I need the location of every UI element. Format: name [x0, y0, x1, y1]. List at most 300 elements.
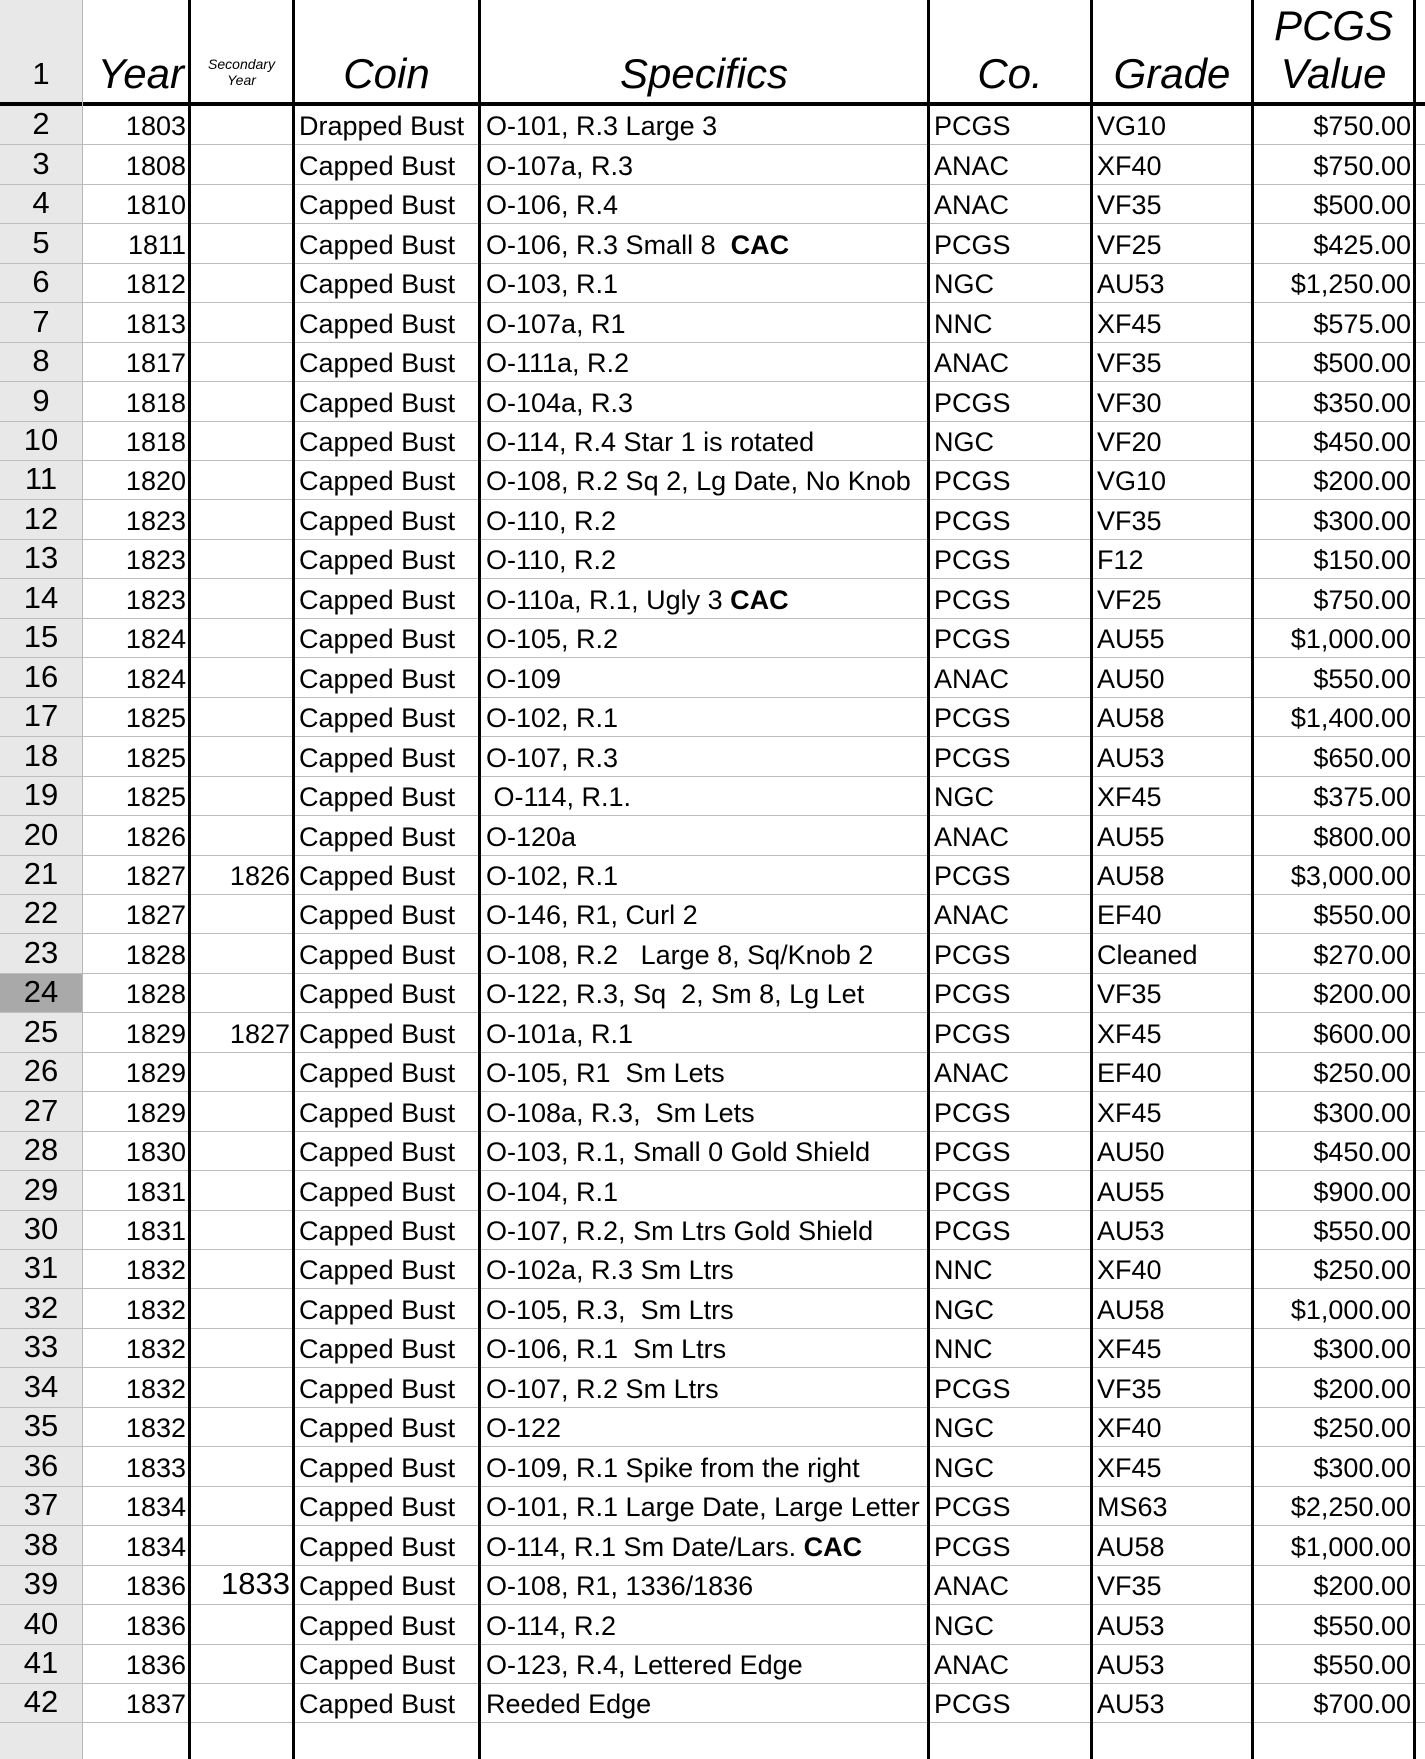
cell-coin[interactable]: Capped Bust — [299, 821, 456, 852]
cell-specifics[interactable] — [481, 382, 927, 420]
cell-coin[interactable]: Capped Bust — [299, 466, 456, 497]
cell-pcgs-value[interactable]: $550.00 — [1313, 663, 1411, 694]
table-row[interactable] — [0, 1368, 1425, 1407]
cell-pcgs-value[interactable]: $425.00 — [1313, 229, 1411, 260]
table-row[interactable] — [0, 1290, 1425, 1329]
cell-pcgs-value[interactable]: $250.00 — [1313, 1255, 1411, 1286]
cell-secondary-year[interactable] — [191, 1368, 292, 1406]
cell-pcgs-value[interactable]: $1,000.00 — [1290, 1294, 1411, 1325]
table-row[interactable] — [0, 619, 1425, 658]
cell-secondary-year[interactable] — [191, 619, 292, 657]
cell-pcgs-value[interactable]: $250.00 — [1313, 1058, 1411, 1089]
cell-secondary-year[interactable] — [191, 934, 292, 972]
cell-coin[interactable]: Capped Bust — [299, 703, 456, 734]
cell-secondary-year[interactable] — [191, 1290, 292, 1328]
cell-secondary-year[interactable] — [191, 343, 292, 381]
header-coin[interactable]: Coin — [343, 50, 430, 97]
row-number[interactable]: 4 — [0, 185, 82, 223]
cell-secondary-year[interactable] — [191, 816, 292, 854]
cell-grade[interactable]: AU53 — [1097, 1610, 1165, 1641]
cell-year[interactable]: 1823 — [125, 505, 186, 536]
cell-secondary-year[interactable] — [191, 264, 292, 302]
header-row[interactable] — [0, 0, 1425, 106]
cell-coin[interactable]: Capped Bust — [299, 505, 456, 536]
cell-coin[interactable]: Capped Bust — [299, 1373, 456, 1404]
cell-secondary-year[interactable] — [191, 303, 292, 341]
cell-specifics[interactable] — [481, 1645, 927, 1683]
cell-pcgs-value[interactable]: $1,000.00 — [1290, 624, 1411, 655]
cell-specifics[interactable] — [481, 106, 927, 144]
cell-company[interactable]: PCGS — [934, 545, 1011, 576]
table-row[interactable] — [0, 343, 1425, 382]
cell-secondary-year[interactable] — [191, 106, 292, 144]
row-number[interactable]: 36 — [0, 1447, 82, 1485]
cell-grade[interactable]: XF45 — [1097, 1452, 1162, 1483]
cell-pcgs-value[interactable]: $200.00 — [1313, 466, 1411, 497]
cell-secondary-year[interactable] — [191, 777, 292, 815]
cell-specifics[interactable] — [481, 1684, 927, 1722]
row-number[interactable]: 34 — [0, 1368, 82, 1406]
cell-grade[interactable]: AU58 — [1097, 703, 1165, 734]
row-number[interactable]: 6 — [0, 264, 82, 302]
cell-specifics[interactable] — [481, 1290, 927, 1328]
cell-pcgs-value[interactable]: $1,000.00 — [1290, 1531, 1411, 1562]
cell-specifics[interactable] — [481, 1250, 927, 1288]
table-row[interactable] — [0, 934, 1425, 973]
cell-year[interactable]: 1836 — [125, 1649, 186, 1680]
cell-coin[interactable]: Capped Bust — [299, 663, 456, 694]
cell-secondary-year[interactable] — [191, 461, 292, 499]
cell-grade[interactable]: VF35 — [1097, 1373, 1162, 1404]
cell-coin[interactable]: Capped Bust — [299, 1689, 456, 1720]
cell-grade[interactable]: XF45 — [1097, 1097, 1162, 1128]
table-row[interactable] — [0, 1171, 1425, 1210]
cell-grade[interactable]: XF45 — [1097, 1018, 1162, 1049]
table-row[interactable] — [0, 698, 1425, 737]
cell-coin[interactable]: Capped Bust — [299, 387, 456, 418]
cell-grade[interactable]: AU53 — [1097, 1689, 1165, 1720]
table-row[interactable] — [0, 895, 1425, 934]
cell-company[interactable]: PCGS — [934, 860, 1011, 891]
cell-pcgs-value[interactable]: $350.00 — [1313, 387, 1411, 418]
cell-specifics[interactable] — [481, 1526, 927, 1564]
cell-grade[interactable]: AU55 — [1097, 624, 1165, 655]
cell-year[interactable]: 1824 — [125, 663, 186, 694]
cell-pcgs-value[interactable]: $450.00 — [1313, 1137, 1411, 1168]
cell-secondary-year[interactable] — [191, 579, 292, 617]
cell-coin[interactable]: Capped Bust — [299, 1649, 456, 1680]
cell-grade[interactable]: VF35 — [1097, 979, 1162, 1010]
cell-specifics[interactable] — [481, 1329, 927, 1367]
cell-grade[interactable]: XF40 — [1097, 1255, 1162, 1286]
row-number[interactable]: 9 — [0, 382, 82, 420]
cell-coin[interactable]: Capped Bust — [299, 348, 456, 379]
cell-year[interactable]: 1828 — [125, 979, 186, 1010]
cell-pcgs-value[interactable]: $500.00 — [1313, 348, 1411, 379]
row-number[interactable]: 20 — [0, 816, 82, 854]
cell-coin[interactable]: Capped Bust — [299, 308, 456, 339]
cell-year[interactable]: 1803 — [125, 111, 186, 142]
cell-coin[interactable]: Capped Bust — [299, 1452, 456, 1483]
cell-company[interactable]: PCGS — [934, 979, 1011, 1010]
cell-year[interactable]: 1825 — [125, 782, 186, 813]
cell-grade[interactable]: AU53 — [1097, 742, 1165, 773]
cell-specifics[interactable] — [481, 185, 927, 223]
cell-specifics[interactable] — [481, 816, 927, 854]
row-number[interactable]: 31 — [0, 1250, 82, 1288]
cell-pcgs-value[interactable]: $300.00 — [1313, 505, 1411, 536]
row-number[interactable]: 8 — [0, 343, 82, 381]
table-row[interactable] — [0, 816, 1425, 855]
cell-coin[interactable]: Capped Bust — [299, 782, 456, 813]
header-company[interactable]: Co. — [977, 50, 1043, 97]
cell-grade[interactable]: XF45 — [1097, 782, 1162, 813]
cell-specifics[interactable] — [481, 1447, 927, 1485]
cell-secondary-year[interactable] — [191, 501, 292, 539]
table-row[interactable] — [0, 1645, 1425, 1684]
cell-company[interactable]: PCGS — [934, 229, 1011, 260]
row-number[interactable]: 42 — [0, 1684, 82, 1722]
cell-year[interactable]: 1824 — [125, 624, 186, 655]
header-grade[interactable]: Grade — [1113, 50, 1231, 97]
cell-coin[interactable]: Capped Bust — [299, 1531, 456, 1562]
cell-specifics[interactable] — [481, 303, 927, 341]
cell-pcgs-value[interactable]: $575.00 — [1313, 308, 1411, 339]
cell-specifics[interactable] — [481, 895, 927, 933]
cell-grade[interactable]: AU53 — [1097, 1649, 1165, 1680]
cell-pcgs-value[interactable]: $375.00 — [1313, 782, 1411, 813]
cell-pcgs-value[interactable]: $500.00 — [1313, 190, 1411, 221]
cell-company[interactable]: ANAC — [934, 1649, 1010, 1680]
cell-secondary-year[interactable] — [191, 895, 292, 933]
cell-secondary-year[interactable] — [191, 224, 292, 262]
cell-specifics[interactable] — [481, 1487, 927, 1525]
cell-year[interactable]: 1810 — [125, 190, 186, 221]
table-row[interactable] — [0, 737, 1425, 776]
cell-company[interactable]: PCGS — [934, 1137, 1011, 1168]
cell-grade[interactable]: AU55 — [1097, 1176, 1165, 1207]
table-row[interactable] — [0, 501, 1425, 540]
cell-pcgs-value[interactable]: $550.00 — [1313, 1610, 1411, 1641]
cell-grade[interactable]: VF35 — [1097, 348, 1162, 379]
table-row[interactable] — [0, 185, 1425, 224]
cell-grade[interactable]: AU50 — [1097, 663, 1165, 694]
cell-secondary-year[interactable] — [191, 540, 292, 578]
cell-grade[interactable]: VG10 — [1097, 466, 1167, 497]
row-number[interactable]: 39 — [0, 1566, 82, 1604]
cell-secondary-year[interactable] — [191, 1487, 292, 1525]
cell-coin[interactable]: Capped Bust — [299, 979, 456, 1010]
cell-company[interactable]: ANAC — [934, 150, 1010, 181]
table-row[interactable] — [0, 1013, 1425, 1052]
cell-company[interactable]: NGC — [934, 1610, 994, 1641]
cell-year[interactable]: 1811 — [127, 229, 186, 260]
cell-pcgs-value[interactable]: $600.00 — [1313, 1018, 1411, 1049]
cell-secondary-year[interactable]: 1833 — [221, 1566, 290, 1602]
cell-grade[interactable]: VF25 — [1097, 584, 1162, 615]
cell-grade[interactable]: VF20 — [1097, 427, 1162, 458]
cell-pcgs-value[interactable]: $900.00 — [1313, 1176, 1411, 1207]
cell-secondary-year[interactable] — [191, 737, 292, 775]
cell-secondary-year[interactable] — [191, 1645, 292, 1683]
cell-specifics[interactable] — [481, 1211, 927, 1249]
cell-secondary-year[interactable]: 1826 — [229, 860, 290, 891]
cell-specifics[interactable] — [481, 619, 927, 657]
cell-grade[interactable]: XF40 — [1097, 150, 1162, 181]
row-number[interactable]: 28 — [0, 1132, 82, 1170]
cell-secondary-year[interactable] — [191, 1447, 292, 1485]
cell-grade[interactable]: AU50 — [1097, 1137, 1165, 1168]
table-row[interactable] — [0, 1132, 1425, 1171]
cell-secondary-year[interactable] — [191, 422, 292, 460]
header-pcgs-value[interactable] — [1254, 2, 1413, 102]
row-number[interactable]: 35 — [0, 1408, 82, 1446]
cell-company[interactable]: PCGS — [934, 1373, 1011, 1404]
cell-coin[interactable]: Capped Bust — [299, 1137, 456, 1168]
cell-company[interactable]: ANAC — [934, 821, 1010, 852]
cell-specifics[interactable] — [481, 1368, 927, 1406]
cell-company[interactable]: PCGS — [934, 466, 1011, 497]
cell-company[interactable]: ANAC — [934, 900, 1010, 931]
cell-specifics[interactable] — [481, 1092, 927, 1130]
cell-coin[interactable]: Capped Bust — [299, 624, 456, 655]
cell-year[interactable]: 1823 — [125, 545, 186, 576]
cell-company[interactable]: NGC — [934, 1413, 994, 1444]
cell-specifics[interactable] — [481, 579, 927, 617]
cell-coin[interactable]: Capped Bust — [299, 1294, 456, 1325]
cell-grade[interactable]: VF35 — [1097, 505, 1162, 536]
table-row[interactable] — [0, 1053, 1425, 1092]
cell-coin[interactable]: Capped Bust — [299, 427, 456, 458]
cell-company[interactable]: PCGS — [934, 1531, 1011, 1562]
cell-specifics[interactable] — [481, 145, 927, 183]
cell-grade[interactable]: F12 — [1097, 545, 1144, 576]
cell-coin[interactable]: Capped Bust — [299, 150, 456, 181]
row-number[interactable]: 24 — [0, 974, 82, 1012]
cell-secondary-year[interactable] — [191, 1605, 292, 1643]
table-row[interactable] — [0, 1329, 1425, 1368]
row-number[interactable]: 13 — [0, 540, 82, 578]
row-number[interactable]: 7 — [0, 303, 82, 341]
cell-company[interactable]: NGC — [934, 427, 994, 458]
cell-grade[interactable]: AU58 — [1097, 1531, 1165, 1562]
cell-specifics[interactable] — [481, 1053, 927, 1091]
cell-company[interactable]: PCGS — [934, 584, 1011, 615]
cell-grade[interactable]: VF30 — [1097, 387, 1162, 418]
cell-coin[interactable]: Capped Bust — [299, 1571, 456, 1602]
cell-pcgs-value[interactable]: $1,400.00 — [1290, 703, 1411, 734]
cell-grade[interactable]: VF25 — [1097, 229, 1162, 260]
cell-pcgs-value[interactable]: $200.00 — [1313, 1373, 1411, 1404]
cell-coin[interactable]: Capped Bust — [299, 545, 456, 576]
cell-company[interactable]: ANAC — [934, 1058, 1010, 1089]
table-row[interactable] — [0, 658, 1425, 697]
cell-grade[interactable]: VF35 — [1097, 1571, 1162, 1602]
cell-coin[interactable]: Capped Bust — [299, 1216, 456, 1247]
header-specifics[interactable]: Specifics — [619, 50, 789, 97]
cell-coin[interactable]: Capped Bust — [299, 584, 456, 615]
cell-grade[interactable]: XF45 — [1097, 1334, 1162, 1365]
row-number[interactable]: 23 — [0, 934, 82, 972]
row-number[interactable]: 33 — [0, 1329, 82, 1367]
cell-pcgs-value[interactable]: $450.00 — [1313, 427, 1411, 458]
cell-pcgs-value[interactable]: $300.00 — [1313, 1097, 1411, 1128]
cell-secondary-year[interactable] — [191, 698, 292, 736]
cell-company[interactable]: PCGS — [934, 742, 1011, 773]
cell-year[interactable]: 1825 — [125, 703, 186, 734]
cell-company[interactable]: PCGS — [934, 624, 1011, 655]
cell-coin[interactable]: Capped Bust — [299, 742, 456, 773]
cell-specifics[interactable] — [481, 934, 927, 972]
cell-specifics[interactable] — [481, 698, 927, 736]
cell-specifics[interactable] — [481, 658, 927, 696]
cell-pcgs-value[interactable]: $2,250.00 — [1290, 1492, 1411, 1523]
cell-year[interactable]: 1829 — [125, 1058, 186, 1089]
table-row[interactable] — [0, 1408, 1425, 1447]
table-row[interactable] — [0, 579, 1425, 618]
cell-company[interactable]: PCGS — [934, 1216, 1011, 1247]
cell-grade[interactable]: EF40 — [1097, 900, 1162, 931]
cell-specifics[interactable] — [481, 1566, 927, 1604]
cell-grade[interactable]: XF40 — [1097, 1413, 1162, 1444]
cell-coin[interactable]: Capped Bust — [299, 860, 456, 891]
cell-year[interactable]: 1812 — [125, 269, 186, 300]
table-row[interactable] — [0, 264, 1425, 303]
cell-company[interactable]: NNC — [934, 308, 993, 339]
cell-specifics[interactable] — [481, 1171, 927, 1209]
row-number[interactable]: 19 — [0, 777, 82, 815]
cell-company[interactable]: NGC — [934, 782, 994, 813]
row-number[interactable]: 18 — [0, 737, 82, 775]
cell-pcgs-value[interactable]: $550.00 — [1313, 1216, 1411, 1247]
row-number[interactable]: 25 — [0, 1013, 82, 1051]
cell-year[interactable]: 1826 — [125, 821, 186, 852]
cell-specifics[interactable] — [481, 1408, 927, 1446]
cell-grade[interactable]: Cleaned — [1097, 939, 1198, 970]
cell-year[interactable]: 1832 — [125, 1294, 186, 1325]
cell-specifics[interactable] — [481, 224, 927, 262]
cell-pcgs-value[interactable]: $250.00 — [1313, 1413, 1411, 1444]
cell-year[interactable]: 1828 — [125, 939, 186, 970]
cell-coin[interactable]: Capped Bust — [299, 229, 456, 260]
cell-year[interactable]: 1833 — [125, 1452, 186, 1483]
cell-secondary-year[interactable] — [191, 1092, 292, 1130]
cell-pcgs-value[interactable]: $750.00 — [1313, 111, 1411, 142]
cell-company[interactable]: PCGS — [934, 703, 1011, 734]
cell-pcgs-value[interactable]: $650.00 — [1313, 742, 1411, 773]
cell-company[interactable]: PCGS — [934, 1176, 1011, 1207]
cell-company[interactable]: PCGS — [934, 1492, 1011, 1523]
cell-year[interactable]: 1831 — [125, 1216, 186, 1247]
table-row[interactable] — [0, 461, 1425, 500]
table-row[interactable] — [0, 382, 1425, 421]
cell-year[interactable]: 1823 — [125, 584, 186, 615]
cell-coin[interactable]: Capped Bust — [299, 939, 456, 970]
table-row[interactable] — [0, 1211, 1425, 1250]
row-number[interactable]: 27 — [0, 1092, 82, 1130]
cell-secondary-year[interactable] — [191, 1329, 292, 1367]
cell-pcgs-value[interactable]: $700.00 — [1313, 1689, 1411, 1720]
cell-year[interactable]: 1836 — [125, 1610, 186, 1641]
row-number[interactable]: 32 — [0, 1290, 82, 1328]
table-row[interactable] — [0, 303, 1425, 342]
cell-pcgs-value[interactable]: $200.00 — [1313, 979, 1411, 1010]
cell-coin[interactable]: Capped Bust — [299, 190, 456, 221]
cell-coin[interactable]: Capped Bust — [299, 1176, 456, 1207]
cell-secondary-year[interactable]: 1827 — [229, 1018, 290, 1049]
row-number[interactable]: 15 — [0, 619, 82, 657]
cell-pcgs-value[interactable]: $200.00 — [1313, 1571, 1411, 1602]
header-year[interactable]: Year — [97, 50, 184, 97]
row-number[interactable]: 38 — [0, 1526, 82, 1564]
cell-company[interactable]: NNC — [934, 1334, 993, 1365]
cell-company[interactable]: ANAC — [934, 190, 1010, 221]
cell-secondary-year[interactable] — [191, 1053, 292, 1091]
cell-secondary-year[interactable] — [191, 1250, 292, 1288]
cell-pcgs-value[interactable]: $300.00 — [1313, 1334, 1411, 1365]
cell-grade[interactable]: AU53 — [1097, 1216, 1165, 1247]
cell-grade[interactable]: AU58 — [1097, 1294, 1165, 1325]
row-number[interactable]: 3 — [0, 145, 82, 183]
cell-specifics[interactable] — [481, 777, 927, 815]
cell-pcgs-value[interactable]: $270.00 — [1313, 939, 1411, 970]
cell-specifics[interactable] — [481, 540, 927, 578]
cell-company[interactable]: PCGS — [934, 111, 1011, 142]
cell-grade[interactable]: MS63 — [1097, 1492, 1168, 1523]
cell-year[interactable]: 1820 — [125, 466, 186, 497]
table-row[interactable] — [0, 1526, 1425, 1565]
cell-coin[interactable]: Drapped Bust — [299, 111, 465, 142]
cell-grade[interactable]: EF40 — [1097, 1058, 1162, 1089]
cell-specifics[interactable] — [481, 422, 927, 460]
table-row[interactable] — [0, 1487, 1425, 1526]
cell-company[interactable]: PCGS — [934, 505, 1011, 536]
cell-coin[interactable]: Capped Bust — [299, 269, 456, 300]
cell-year[interactable]: 1808 — [125, 150, 186, 181]
cell-year[interactable]: 1836 — [125, 1571, 186, 1602]
cell-year[interactable]: 1832 — [125, 1255, 186, 1286]
cell-company[interactable]: PCGS — [934, 1097, 1011, 1128]
cell-secondary-year[interactable] — [191, 1132, 292, 1170]
table-row[interactable] — [0, 856, 1425, 895]
cell-grade[interactable]: VF35 — [1097, 190, 1162, 221]
table-row[interactable] — [0, 422, 1425, 461]
row-number[interactable]: 12 — [0, 501, 82, 539]
cell-company[interactable]: PCGS — [934, 1018, 1011, 1049]
cell-specifics[interactable] — [481, 1013, 927, 1051]
table-row[interactable] — [0, 1566, 1425, 1605]
cell-year[interactable]: 1832 — [125, 1413, 186, 1444]
row-number[interactable]: 14 — [0, 579, 82, 617]
cell-pcgs-value[interactable]: $550.00 — [1313, 900, 1411, 931]
cell-coin[interactable]: Capped Bust — [299, 1058, 456, 1089]
cell-year[interactable]: 1829 — [125, 1097, 186, 1128]
cell-company[interactable]: NGC — [934, 1452, 994, 1483]
table-row[interactable] — [0, 106, 1425, 145]
cell-pcgs-value[interactable]: $750.00 — [1313, 150, 1411, 181]
cell-specifics[interactable] — [481, 461, 927, 499]
cell-specifics[interactable] — [481, 264, 927, 302]
table-row[interactable] — [0, 145, 1425, 184]
cell-coin[interactable]: Capped Bust — [299, 1492, 456, 1523]
cell-grade[interactable]: VG10 — [1097, 111, 1167, 142]
cell-coin[interactable]: Capped Bust — [299, 1413, 456, 1444]
cell-secondary-year[interactable] — [191, 974, 292, 1012]
row-number[interactable]: 26 — [0, 1053, 82, 1091]
cell-company[interactable]: NGC — [934, 269, 994, 300]
cell-year[interactable]: 1818 — [125, 427, 186, 458]
cell-secondary-year[interactable] — [191, 1684, 292, 1722]
